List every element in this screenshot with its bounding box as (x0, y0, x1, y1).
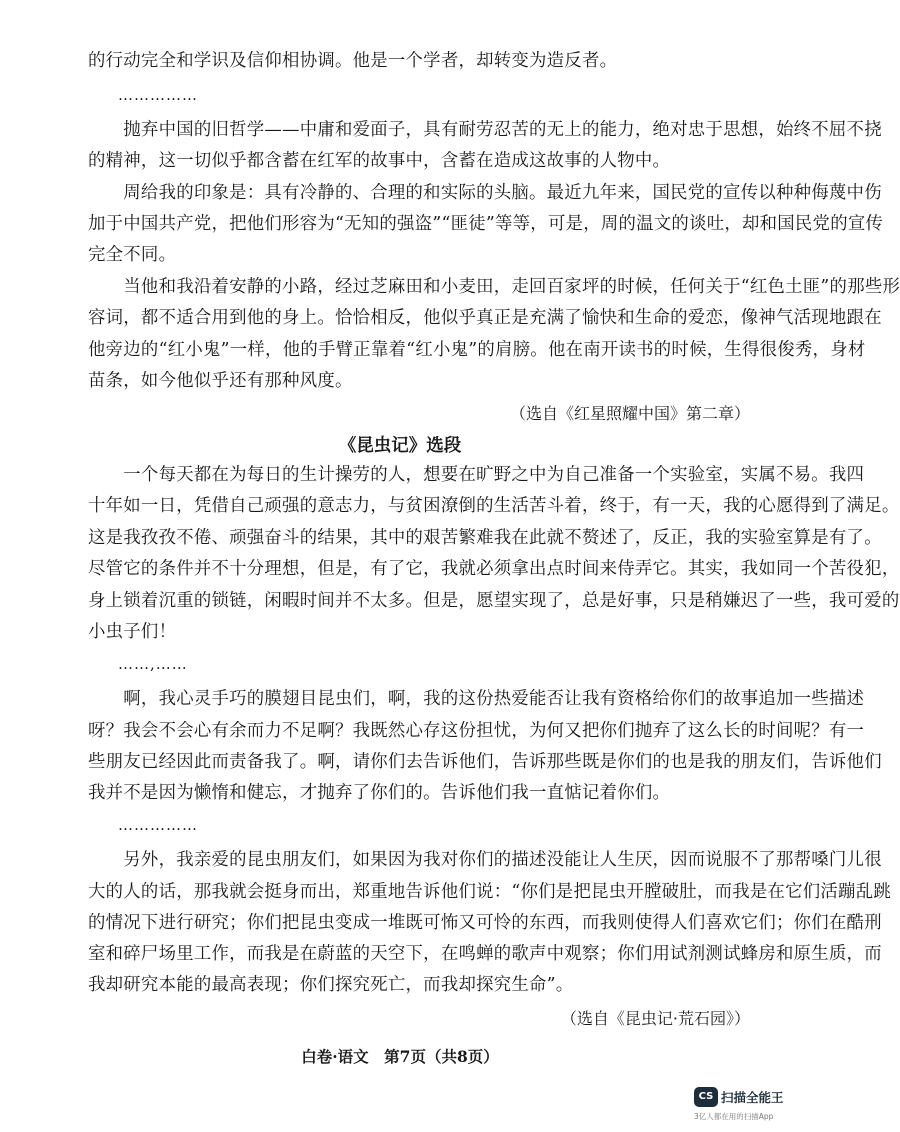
text-line: 一个每天都在为每日的生计操劳的人，想要在旷野之中为自己准备一个实验室，实属不易。我四 (88, 465, 865, 485)
text-line: 当他和我沿着安静的小路，经过芝麻田和小麦田，走回百家坪的时候，任何关于“红色土匪”的那些形 (88, 277, 900, 297)
text-line: 十年如一日，凭借自己顽强的意志力，与贫困潦倒的生活苦斗着，终于，有一天，我的心愿得到了满足。 (88, 496, 900, 516)
text-line: 完全不同。 (88, 245, 177, 265)
camscanner-logo-icon: CS (694, 1087, 718, 1107)
text-line: 这是我孜孜不倦、顽强奋斗的结果，其中的艰苦繁难我在此就不赘述了，反正，我的实验室算是有了。 (88, 528, 882, 548)
ellipsis-line: …………… (118, 816, 198, 834)
ellipsis-line: ……,…… (118, 655, 188, 673)
text-line: 啊，我心灵手巧的膜翅目昆虫们，啊，我的这份热爱能否让我有资格给你们的故事追加一些描述 (88, 689, 865, 709)
text-line: 些朋友已经因此而责备我了。啊，请你们去告诉他们，告诉那些既是你们的也是我的朋友们，告诉他们 (88, 752, 882, 772)
watermark-tagline: 3亿人都在用的扫描App (694, 1112, 774, 1121)
text-line: 呀？我会不会心有余而力不足啊？我既然心存这份担忧，为何又把你们抛弃了这么长的时间呢？有一 (88, 721, 865, 741)
source-citation: （选自《昆虫记·荒石园》） (560, 1009, 750, 1028)
text-line: 的精神，这一切似乎都含蓄在红军的故事中，含蓄在造成这故事的人物中。 (88, 151, 671, 171)
page-footer: 白卷·语文 第7页（共8页） (301, 1047, 499, 1066)
text-line: 我并不是因为懒惰和健忘，才抛弃了你们的。告诉他们我一直惦记着你们。 (88, 783, 671, 803)
text-line: 另外，我亲爱的昆虫朋友们，如果因为我对你们的描述没能让人生厌，因而说服不了那帮嗓门儿很 (88, 850, 882, 870)
text-line: 周给我的印象是：具有冷静的、合理的和实际的头脑。最近九年来，国民党的宣传以种种侮蔑中伤 (88, 183, 882, 203)
text-line: 室和碎尸场里工作，而我是在蔚蓝的天空下，在鸣蝉的歌声中观察；你们用试剂测试蜂房和原生质，而 (88, 944, 882, 964)
source-citation: （选自《红星照耀中国》第二章） (509, 404, 750, 423)
text-line: 苗条，如今他似乎还有那种风度。 (88, 371, 353, 391)
text-line: 抛弃中国的旧哲学——中庸和爱面子，具有耐劳忍苦的无上的能力，绝对忠于思想，始终不屈不挠 (88, 120, 882, 140)
text-line: 小虫子们！ (88, 622, 177, 642)
text-line: 的情况下进行研究；你们把昆虫变成一堆既可怖又可怜的东西，而我则使得人们喜欢它们；你们在酷刑 (88, 913, 882, 933)
ellipsis-line: …………… (118, 86, 198, 104)
text-line: 身上锁着沉重的锁链，闲暇时间并不太多。但是，愿望实现了，总是好事，只是稍嫌迟了一些，我可爱的 (88, 591, 900, 611)
text-line: 的行动完全和学识及信仰相协调。他是一个学者，却转变为造反者。 (88, 51, 618, 71)
scanner-watermark (694, 1087, 794, 1127)
watermark-name: 扫描全能王 (721, 1090, 784, 1105)
text-line: 加于中国共产党，把他们形容为“无知的强盗”“匪徒”等等，可是，周的温文的谈吐，却和国民党的宣传 (88, 214, 884, 234)
text-line: 他旁边的“红小鬼”一样，他的手臂正靠着“红小鬼”的肩膀。他在南开读书的时候，生得很俊秀，身材 (88, 340, 866, 360)
text-line: 尽管它的条件并不十分理想，但是，有了它，我就必须拿出点时间来侍弄它。其实，我如同一个苦役犯， (88, 559, 900, 579)
text-line: 我却研究本能的最高表现；你们探究死亡，而我却探究生命”。 (88, 975, 574, 995)
text-line: 大的人的话，那我就会挺身而出，郑重地告诉他们说：“你们是把昆虫开膛破肚，而我是在它们活蹦乱跳 (88, 882, 891, 902)
text-line: 容词，都不适合用到他的身上。恰恰相反，他似乎真正是充满了愉快和生命的爱恋，像神气活现地跟在 (88, 308, 882, 328)
section-title: 《昆虫记》选段 (338, 436, 462, 456)
